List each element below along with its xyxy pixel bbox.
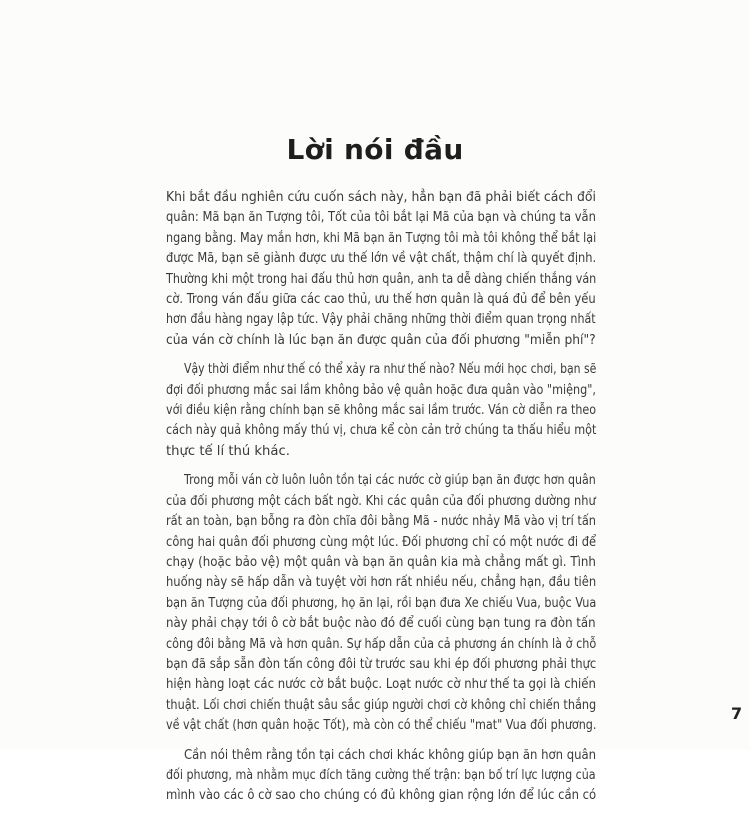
text-line: Thường khi một trong hai đấu thủ hơn quân, anh ta dễ dàng chiến thắng ván xyxy=(166,271,597,287)
text-line: ngang bằng. May mắn hơn, khi Mã bạn ăn Tượng tôi mà tôi không thể bắt lại xyxy=(166,230,597,246)
paragraph-1 xyxy=(166,188,596,351)
page-title: Lời nói đầu xyxy=(286,133,464,166)
text-line: Trong mỗi ván cờ luôn luôn tồn tại các nước cờ giúp bạn ăn được hơn quân xyxy=(184,473,596,489)
text-line: cách này quả không mấy thú vị, chưa kể còn cản trở chúng ta thấu hiểu một xyxy=(166,423,597,439)
paragraph-2 xyxy=(166,360,596,462)
text-line: huống này sẽ hấp dẫn và tuyệt vời hơn rất nhiều nếu, chẳng hạn, đầu tiên xyxy=(166,575,597,591)
text-line: bạn ăn Tượng của đối phương, họ ăn lại, rồi bạn đưa Xe chiếu Vua, buộc Vua xyxy=(166,595,597,611)
text-line: Khi bắt đầu nghiên cứu cuốn sách này, hẳn bạn đã phải biết cách đổi xyxy=(166,190,596,205)
body-text xyxy=(166,188,596,816)
paragraph-4 xyxy=(166,746,596,807)
text-line: Vậy thời điểm như thế có thể xảy ra như thế nào? Nếu mới học chơi, bạn sẽ xyxy=(184,362,597,378)
text-line: của ván cờ chính là lúc bạn ăn được quân của đối phương "miễn phí"? xyxy=(166,332,596,348)
text-line: công hai quân đối phương cùng một lúc. Đối phương chỉ có một nước đi để xyxy=(166,534,597,550)
text-line: rất an toàn, bạn bỗng ra đòn chĩa đôi bằng Mã - nước nhảy Mã vào vị trí tấn xyxy=(166,514,596,530)
text-line: công đôi bằng Mã và hơn quân. Sự hấp dẫn của cả phương án chính là ở chỗ xyxy=(166,636,597,652)
text-line: của đối phương một cách bất ngờ. Khi các quân của đối phương dường như xyxy=(166,493,596,509)
text-line: hơn đầu hàng ngay lập tức. Vậy phải chăng những thời điểm quan trọng nhất xyxy=(166,312,596,328)
paragraph-3 xyxy=(166,471,596,736)
text-line: này phải chạy tới ô cờ bắt buộc nào đó để cuối cùng bạn tung ra đòn tấn xyxy=(166,616,596,632)
text-line: cờ. Trong ván đấu giữa các cao thủ, ưu thế hơn quân là quá đủ để bên yếu xyxy=(166,292,596,308)
text-line: hiện hàng loạt các nước cờ bắt buộc. Loạt nước cờ như thế ta gọi là chiến xyxy=(166,677,596,693)
text-line: mình vào các ô cờ sao cho chúng có đủ không gian rộng lớn để lúc cần có xyxy=(166,788,597,804)
text-line: thực tế lí thú khác. xyxy=(166,443,290,459)
text-line: với điều kiện rằng chính bạn sẽ không mắc sai lầm trước. Ván cờ diễn ra theo xyxy=(166,403,597,419)
text-line: quân: Mã bạn ăn Tượng tôi, Tốt của tôi bắt lại Mã của bạn và chúng ta vẫn xyxy=(166,210,596,226)
text-line: về vật chất (hơn quân hoặc Tốt), mà còn có thể chiếu "mat" Vua đối phương. xyxy=(166,718,597,734)
text-line: chạy (hoặc bảo vệ) một quân và bạn ăn quân kia mà chẳng mất gì. Tình xyxy=(166,554,596,570)
page-number: 7 xyxy=(731,704,743,723)
text-line: Cần nói thêm rằng tồn tại cách chơi khác không giúp bạn ăn hơn quân xyxy=(184,747,597,763)
text-line: đợi đối phương mắc sai lầm không bảo vệ quân hoặc đưa quân vào "miệng", xyxy=(166,382,596,398)
text-line: bạn đã sắp sẵn đòn tấn công đôi từ trước sau khi ép đối phương phải thực xyxy=(166,656,597,672)
text-line: được Mã, bạn sẽ giành được ưu thế lớn về vật chất, thậm chí là quyết định. xyxy=(166,251,597,267)
text-line: thuật. Lối chơi chiến thuật sâu sắc giúp người chơi cờ không chỉ chiến thắng xyxy=(166,697,597,713)
text-line: đối phương, mà nhằm mục đích tăng cường thế trận: bạn bố trí lực lượng của xyxy=(166,767,596,783)
